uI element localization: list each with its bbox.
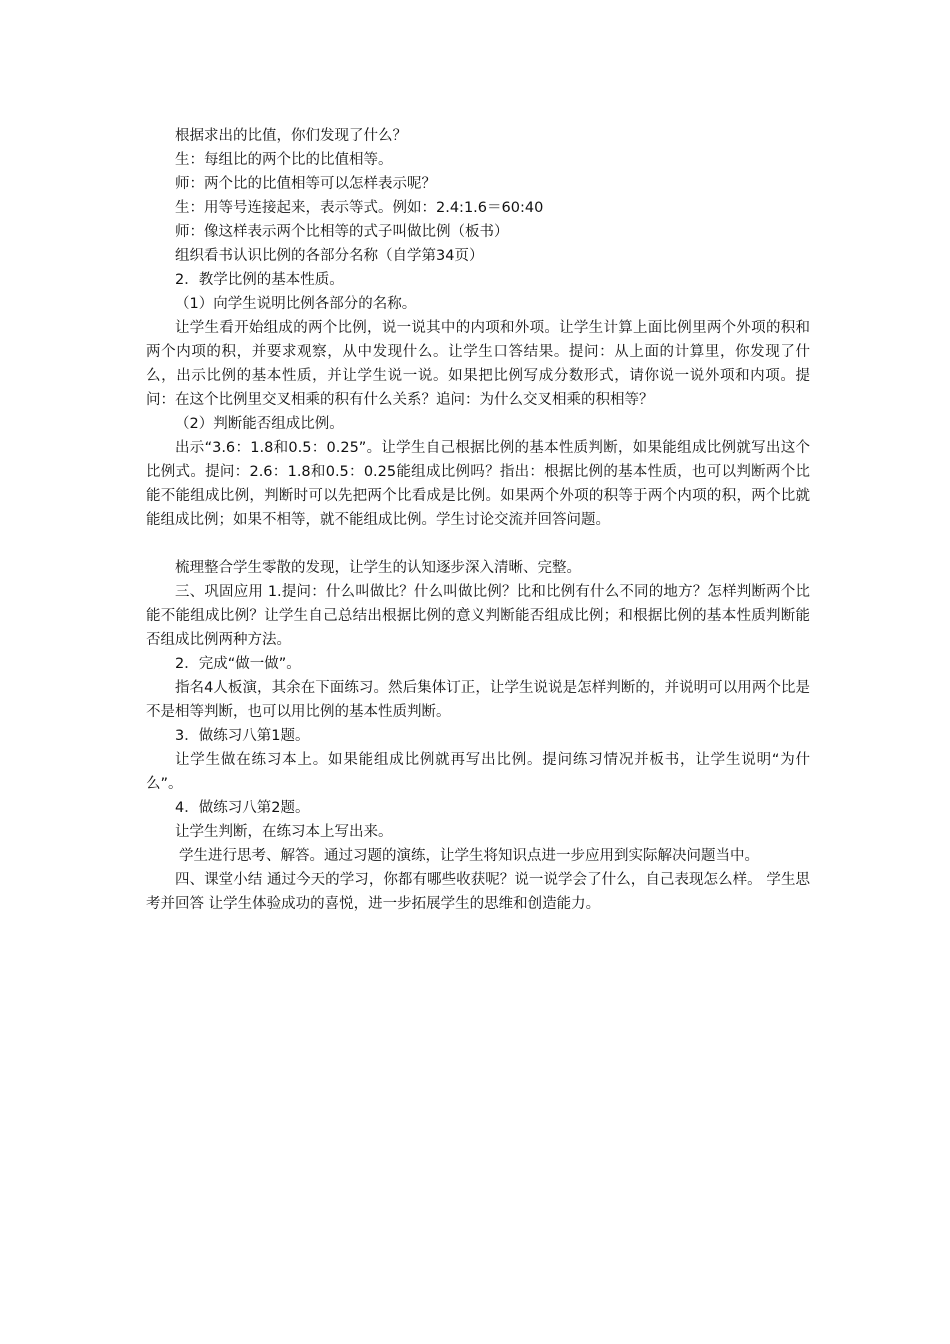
paragraph: 师：两个比的比值相等可以怎样表示呢？ — [175, 176, 436, 192]
section-heading: 3．做练习八第1题。 — [175, 728, 310, 744]
paragraph: 组织看书认识比例的各部分名称（自学第34页） — [175, 248, 484, 264]
paragraph: 根据求出的比值，你们发现了什么？ — [175, 128, 407, 144]
subsection-heading: （1）向学生说明比例各部分的名称。 — [175, 296, 417, 312]
document-body — [146, 124, 810, 916]
subsection-heading: （2）判断能否组成比例。 — [175, 416, 344, 432]
paragraph: 让学生判断，在练习本上写出来。 — [175, 824, 393, 840]
paragraph: 出示“3.6：1.8和0.5：0.25”。让学生自己根据比例的基本性质判断，如果能组成比例就写出这个比例式。提问：2.6：1.8和0.5：0.25能组成比例吗？指出：根据比例的基本性质，也可以判断两个比能不能组成比例，判断时可以先把两个比看成是比例。如果两个外项的积等于两个内项的积，两个比就能组成比例；如果不相等，就不能组成比例。学生讨论交流并回答问题。 — [146, 440, 810, 528]
paragraph: 梳理整合学生零散的发现，让学生的认知逐步深入清晰、完整。 — [175, 560, 581, 576]
paragraph: 生：每组比的两个比的比值相等。 — [175, 152, 393, 168]
section-heading: 四、课堂小结 通过今天的学习，你都有哪些收获呢？说一说学会了什么，自己表现怎么样。 学生思考并回答 让学生体验成功的喜悦，进一步拓展学生的思维和创造能力。 — [146, 872, 810, 912]
section-heading: 2．教学比例的基本性质。 — [175, 272, 344, 288]
paragraph: 生：用等号连接起来，表示等式。例如：2.4:1.6＝60:40 — [175, 200, 544, 216]
paragraph: 让学生做在练习本上。如果能组成比例就再写出比例。提问练习情况并板书，让学生说明“为什么”。 — [146, 752, 810, 792]
section-heading: 4．做练习八第2题。 — [175, 800, 310, 816]
paragraph: 师：像这样表示两个比相等的式子叫做比例（板书） — [175, 224, 509, 240]
section-heading: 2．完成“做一做”。 — [175, 656, 301, 672]
paragraph: 让学生看开始组成的两个比例，说一说其中的内项和外项。让学生计算上面比例里两个外项的积和两个内项的积，并要求观察，从中发现什么。让学生口答结果。提问：从上面的计算里，你发现了什么，出示比例的基本性质，并让学生说一说。如果把比例写成分数形式，请你说一说外项和内项。提问：在这个比例里交叉相乘的积有什么关系？追问：为什么交叉相乘的积相等？ — [146, 320, 810, 408]
paragraph: 学生进行思考、解答。通过习题的演练，让学生将知识点进一步应用到实际解决问题当中。 — [179, 848, 759, 864]
section-heading: 三、巩固应用 1.提问：什么叫做比？什么叫做比例？比和比例有什么不同的地方？怎样判断两个比能不能组成比例？让学生自己总结出根据比例的意义判断能否组成比例；和根据比例的基本性质判断能否组成比例两种方法。 — [146, 584, 810, 648]
paragraph: 指名4人板演，其余在下面练习。然后集体订正，让学生说说是怎样判断的，并说明可以用两个比是不是相等判断，也可以用比例的基本性质判断。 — [146, 680, 810, 720]
